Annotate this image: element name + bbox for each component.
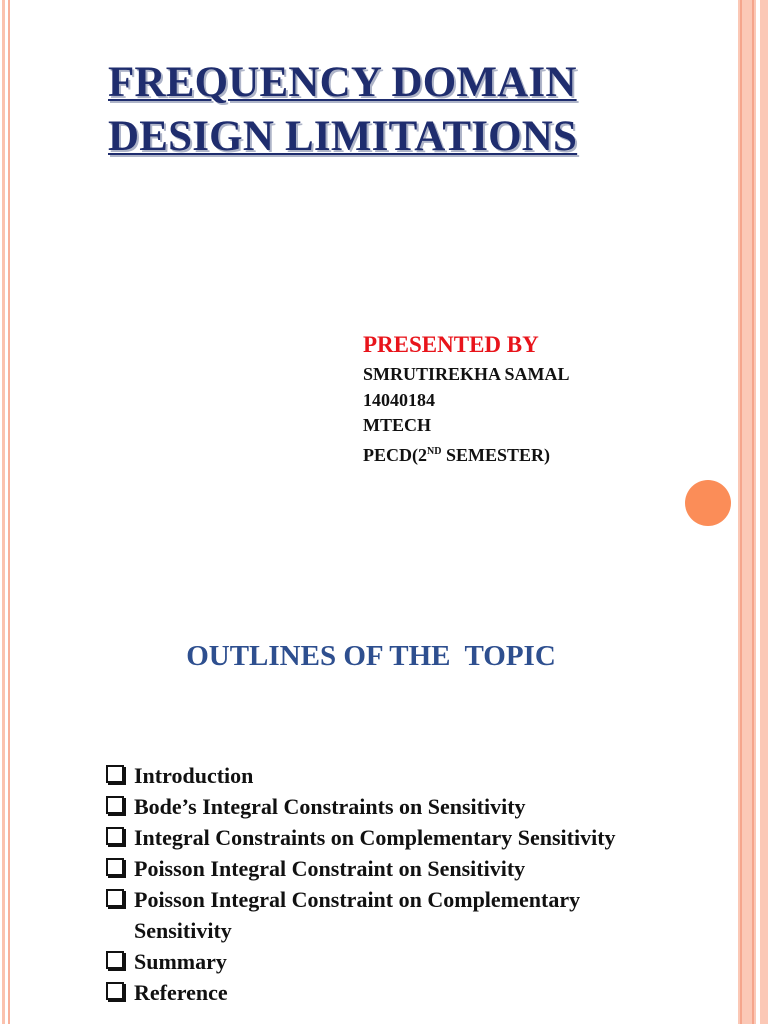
left-border-line-inner — [8, 0, 10, 1024]
list-item-text: Poisson Integral Constraint on Sensitivity — [134, 856, 526, 881]
presenter-block — [363, 330, 570, 468]
checkbox-bullet-icon — [106, 889, 124, 907]
accent-circle — [685, 480, 731, 526]
checkbox-bullet-icon — [106, 765, 124, 783]
list-item — [106, 822, 634, 853]
checkbox-bullet-icon — [106, 796, 124, 814]
list-item-text: Poisson Integral Constraint on Complementary Sensitivity — [134, 887, 581, 943]
checkbox-bullet-icon — [106, 858, 124, 876]
list-item-text: Reference — [134, 980, 228, 1005]
list-item-text: Integral Constraints on Complementary Sensitivity — [134, 825, 616, 850]
presenter-program — [363, 439, 570, 469]
presented-by-label: PRESENTED BY — [363, 332, 539, 357]
left-border-line — [2, 0, 5, 1024]
checkbox-bullet-icon — [106, 982, 124, 1000]
presenter-roll-number: 14040184 — [363, 389, 435, 410]
list-item — [106, 946, 634, 977]
outline-heading: OUTLINES OF THE TOPIC — [186, 640, 556, 672]
list-item — [106, 977, 634, 1008]
checkbox-bullet-icon — [106, 827, 124, 845]
title-line-1: FREQUENCY DOMAIN — [108, 59, 577, 106]
presenter-name: SMRUTIREKHA SAMAL — [363, 364, 570, 384]
program-prefix: PECD(2 — [363, 444, 427, 465]
list-item — [106, 884, 634, 946]
list-item — [106, 791, 634, 822]
checkbox-bullet-icon — [106, 951, 124, 969]
list-item — [106, 760, 634, 791]
program-superscript: ND — [427, 445, 442, 457]
outline-list — [106, 760, 634, 1008]
right-border-line-outer — [752, 0, 754, 1024]
presenter-degree: MTECH — [363, 415, 432, 435]
slide-title — [108, 56, 728, 164]
title-line-2: DESIGN LIMITATIONS — [108, 113, 578, 160]
list-item-text: Bode’s Integral Constraints on Sensitivity — [134, 794, 526, 819]
list-item-text: Introduction — [134, 763, 254, 788]
list-item-text: Summary — [134, 949, 227, 974]
right-border-line — [740, 0, 742, 1024]
list-item — [106, 853, 634, 884]
right-border-edge — [760, 0, 768, 1024]
program-suffix: SEMESTER) — [441, 444, 550, 465]
